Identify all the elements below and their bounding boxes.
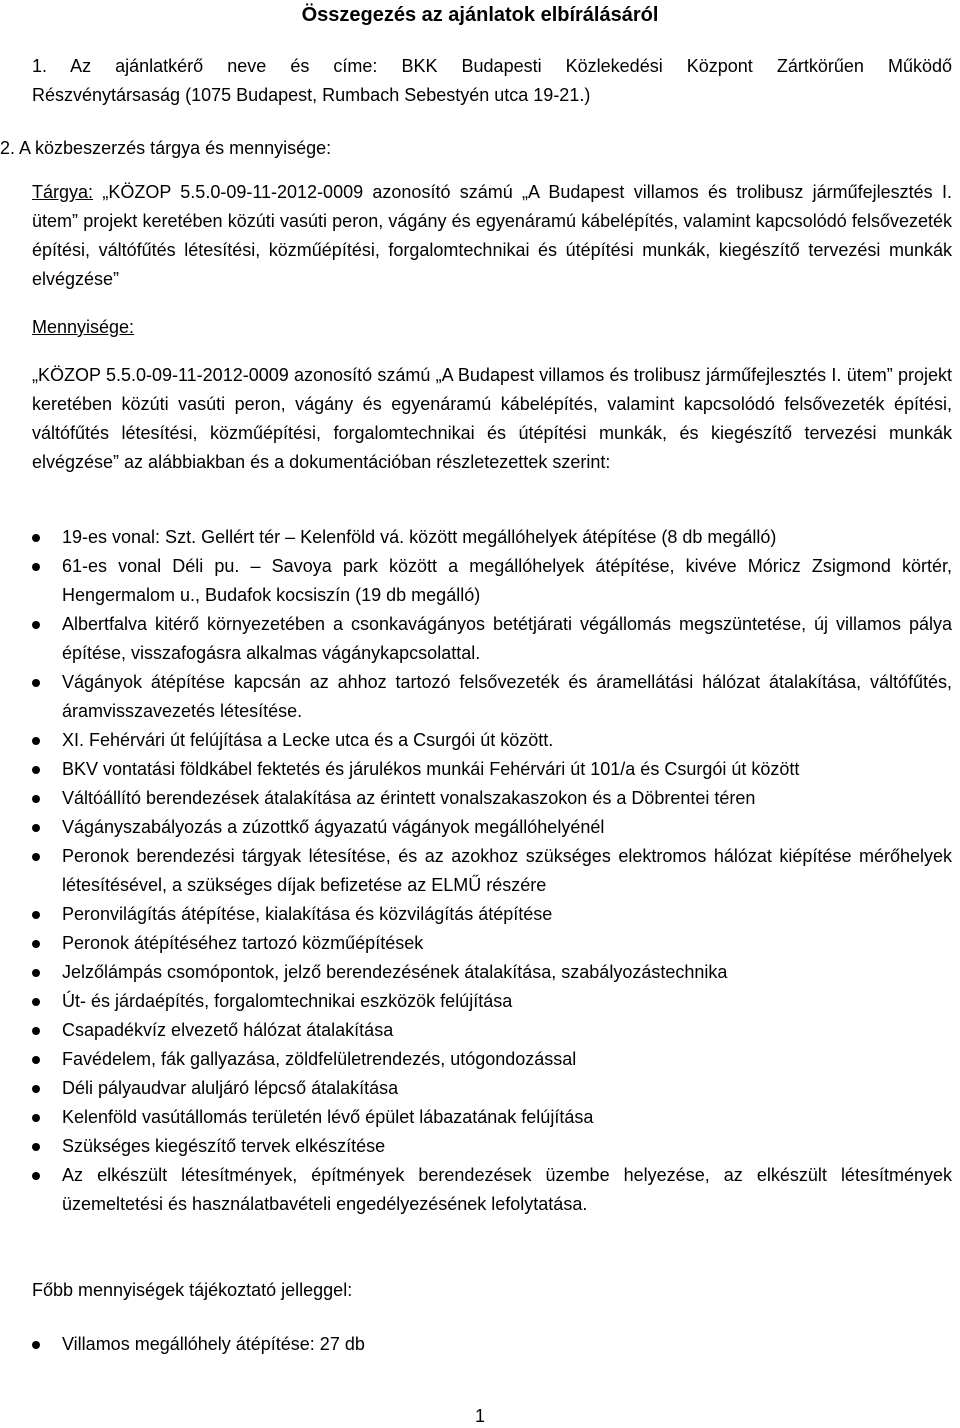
targy-label: Tárgya: [32, 182, 94, 202]
list-item: Vágányszabályozás a zúzottkő ágyazatú vágányok megállóhelyénél [32, 813, 952, 842]
list-item: XI. Fehérvári út felújítása a Lecke utca és a Csurgói út között. [32, 726, 952, 755]
list-item: Út- és járdaépítés, forgalomtechnikai eszközök felújítása [32, 987, 952, 1016]
bullet-icon [32, 621, 40, 629]
bullet-icon [32, 679, 40, 687]
bullet-icon [32, 1056, 40, 1064]
page-number: 1 [474, 1406, 485, 1426]
section-1-line-1: 1. Az ajánlatkérő neve és címe: BKK Budapesti Közlekedési Központ Zártkörűen Működő [32, 56, 952, 76]
bullet-icon [32, 824, 40, 832]
list-item: Déli pályaudvar aluljáró lépcső átalakítása [32, 1074, 952, 1103]
section-2-heading: 2. A közbeszerzés tárgya és mennyisége: [0, 138, 332, 158]
bullet-icon [32, 998, 40, 1006]
bullet-icon [32, 1085, 40, 1093]
list-item: 61-es vonal Déli pu. – Savoya park között a megállóhelyek átépítése, kivéve Móricz Zsigmond körtér, Hengermalom u., Budafok kocsiszín (19 db megálló) [32, 552, 952, 610]
list-item: Peronok átépítéséhez tartozó közműépítések [32, 929, 952, 958]
bullet-icon [32, 911, 40, 919]
mennyisege-label-row [32, 313, 952, 342]
bullet-icon [32, 969, 40, 977]
bullet-icon [32, 534, 40, 542]
document-title: Összegezés az ajánlatok elbírálásáról [301, 4, 659, 26]
list-item: Szükséges kiegészítő tervek elkészítése [32, 1132, 952, 1161]
work-items-list [32, 523, 952, 1219]
list-item: Peronvilágítás átépítése, kialakítása és közvilágítás átépítése [32, 900, 952, 929]
list-item: Vágányok átépítése kapcsán az ahhoz tartozó felsővezeték és áramellátási hálózat átalakítása, váltófűtés, áramvisszavezetés létesítése. [32, 668, 952, 726]
bullet-icon [32, 766, 40, 774]
mennyisege-text: „KÖZOP 5.5.0-09-11-2012-0009 azonosító számú „A Budapest villamos és trolibusz járműfejlesztés I. ütem” projekt keretében közúti vasúti peron, vágány és egyenáramú kábelépítés, valamint kapcsolódó felsővezeték építési, váltófűtés létesítési, közműépítési, forgalomtechnikai és útépítési munkák, és kiegészítő tervezési munkák elvégzése” az alábbiakban és a dokumentációban részletezettek szerint: [32, 365, 952, 472]
bullet-icon [32, 1172, 40, 1180]
list-item: Csapadékvíz elvezető hálózat átalakítása [32, 1016, 952, 1045]
bullet-icon [32, 1114, 40, 1122]
bullet-icon [32, 1027, 40, 1035]
list-item: Kelenföld vasútállomás területén lévő épület lábazatának felújítása [32, 1103, 952, 1132]
bullet-icon [32, 563, 40, 571]
fobb-label: Főbb mennyiségek tájékoztató jelleggel: [32, 1280, 353, 1300]
list-item: Váltóállító berendezések átalakítása az érintett vonalszakaszokon és a Döbrentei téren [32, 784, 952, 813]
list-item: Peronok berendezési tárgyak létesítése, és az azokhoz szükséges elektromos hálózat kiépítése mérőhelyek létesítésével, a szükséges díjak befizetése az ELMŰ részére [32, 842, 952, 900]
list-item: Villamos megállóhely átépítése: 27 db [32, 1330, 952, 1359]
list-item: Az elkészült létesítmények, építmények berendezések üzembe helyezése, az elkészült létesítmények üzemeltetési és használatbavételi engedélyezésének lefolytatása. [32, 1161, 952, 1219]
bullet-icon [32, 795, 40, 803]
targy-text: „KÖZOP 5.5.0-09-11-2012-0009 azonosító számú „A Budapest villamos és trolibusz járműfejlesztés I. ütem” projekt keretében közúti vasúti peron, vágány és egyenáramú kábelépítés, valamint kapcsolódó felsővezeték építési, váltófűtés létesítési, közműépítési, forgalomtechnikai és útépítési munkák, kiegészítő tervezési munkák elvégzése” [32, 182, 952, 289]
list-item: Albertfalva kitérő környezetében a csonkavágányos betétjárati végállomás megszüntetése, új villamos pálya építése, visszafogásra alkalmas vágánykapcsolattal. [32, 610, 952, 668]
mennyisege-label: Mennyisége: [32, 317, 135, 337]
bullet-icon [32, 940, 40, 948]
list-item: Favédelem, fák gallyazása, zöldfelületrendezés, utógondozással [32, 1045, 952, 1074]
bullet-icon [32, 1341, 40, 1349]
bullet-icon [32, 853, 40, 861]
bullet-icon [32, 737, 40, 745]
bullet-icon [32, 1143, 40, 1151]
section-1-line-2: Részvénytársaság (1075 Budapest, Rumbach Sebestyén utca 19-21.) [32, 85, 591, 105]
list-item: 19-es vonal: Szt. Gellért tér – Kelenföld vá. között megállóhelyek átépítése (8 db megálló) [32, 523, 952, 552]
targy-paragraph [32, 178, 952, 294]
list-item: Jelzőlámpás csomópontok, jelző berendezésének átalakítása, szabályozástechnika [32, 958, 952, 987]
list-item: BKV vontatási földkábel fektetés és járulékos munkái Fehérvári út 101/a és Csurgói út között [32, 755, 952, 784]
quantities-list [32, 1330, 952, 1359]
